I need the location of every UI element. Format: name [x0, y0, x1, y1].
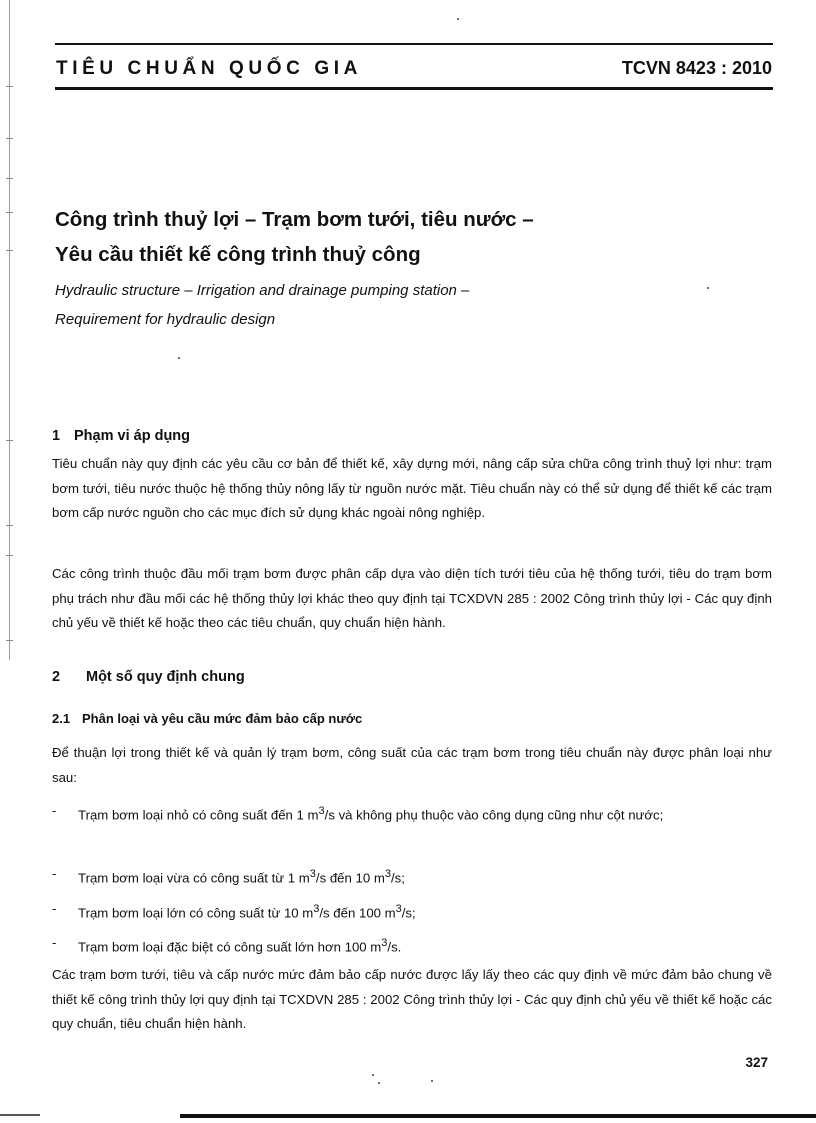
list-dash: -	[52, 901, 57, 916]
header-bottom-rule	[55, 87, 773, 90]
text-part: /s;	[401, 905, 416, 921]
list-item-text	[78, 862, 772, 891]
list-item	[52, 897, 772, 926]
section-2-intro: Để thuận lợi trong thiết kế và quản lý trạm bơm, công suất của các trạm bơm trong tiêu chuẩn này được phân loại như sau:	[52, 745, 772, 785]
scan-speck	[378, 1082, 380, 1084]
text-part: Trạm bơm loại nhỏ có công suất đến 1 m	[78, 807, 319, 823]
footer-rule-left	[0, 1114, 40, 1116]
text-part: /s và không phụ thuộc vào công dụng cũng như cột nước;	[324, 807, 664, 823]
section-2-heading	[52, 669, 245, 685]
scan-tick	[6, 555, 13, 556]
text-part: Trạm bơm loại đặc biệt có công suất lớn hơn 100 m	[78, 939, 382, 955]
section-number: 1	[52, 428, 61, 444]
scan-speck	[431, 1080, 433, 1082]
section-1-heading	[52, 428, 190, 444]
standard-series-title: TIÊU CHUẨN QUỐC GIA	[56, 58, 362, 79]
list-item	[52, 931, 772, 960]
scan-tick	[6, 440, 13, 441]
text-part: /s đến 10 m	[315, 870, 385, 886]
superscript: 3	[381, 937, 388, 949]
list-dash: -	[52, 935, 57, 950]
scan-tick	[6, 525, 13, 526]
scan-speck	[372, 1074, 374, 1076]
text-part: Trạm bơm loại vừa có công suất từ 1 m	[78, 870, 310, 886]
standard-code: TCVN 8423 : 2010	[621, 58, 772, 78]
list-item-text	[78, 897, 772, 926]
title-en-line-1: Hydraulic structure – Irrigation and drainage pumping station –	[55, 282, 470, 299]
list-dash: -	[52, 803, 57, 818]
scan-speck	[707, 287, 709, 289]
list-item-text	[78, 799, 772, 828]
section-number: 2	[52, 669, 61, 685]
scan-speck	[178, 357, 180, 359]
section-title: Một số quy định chung	[86, 669, 245, 685]
subsection-number: 2.1	[52, 711, 71, 726]
list-dash: -	[52, 866, 57, 881]
title-en-line-2: Requirement for hydraulic design	[55, 311, 276, 328]
scan-speck	[457, 18, 459, 20]
footer-rule	[180, 1114, 816, 1118]
text-part: Trạm bơm loại lớn có công suất từ 10 m	[78, 905, 314, 921]
list-item-text	[78, 931, 772, 960]
superscript: 3	[395, 903, 402, 915]
scan-tick	[6, 138, 13, 139]
header-top-rule	[55, 43, 773, 45]
superscript: 3	[313, 903, 320, 915]
scan-tick	[6, 212, 13, 213]
subsection-title: Phân loại và yêu cầu mức đảm bảo cấp nước	[82, 711, 363, 726]
section-title: Phạm vi áp dụng	[74, 428, 191, 444]
title-vi-line-2: Yêu cầu thiết kế công trình thuỷ công	[55, 243, 421, 266]
page-number: 327	[745, 1055, 768, 1070]
list-item	[52, 862, 772, 891]
scan-tick	[6, 178, 13, 179]
text-part: /s.	[387, 939, 402, 955]
text-part: /s;	[390, 870, 405, 886]
list-item	[52, 799, 772, 828]
scan-tick	[6, 86, 13, 87]
scan-tick	[6, 250, 13, 251]
superscript: 3	[384, 868, 391, 880]
section-1-paragraph-2: Các công trình thuộc đầu mối trạm bơm được phân cấp dựa vào diện tích tưới tiêu của hệ thống tưới, tiêu do trạm bơm phụ trách như đầu mối các hệ thống thủy lợi khác theo quy định tại TCXDVN 285 : 2002 Công trình thủy lợi - Các quy định chủ yếu về thiết kế hoặc theo các tiêu chuẩn, quy chuẩn hiện hành.	[52, 566, 772, 630]
superscript: 3	[318, 805, 325, 817]
section-2-closing-paragraph: Các trạm bơm tưới, tiêu và cấp nước mức đảm bảo cấp nước được lấy lấy theo các quy định về mức đảm bảo chung về thiết kế công trình thủy lợi quy định tại TCXDVN 285 : 2002 Công trình thủy lợi - Các quy định chủ yếu về thiết kế hoặc các quy chuẩn, tiêu chuẩn hiện hành.	[52, 967, 772, 1031]
title-vi-line-1: Công trình thuỷ lợi – Trạm bơm tưới, tiêu nước –	[55, 208, 534, 231]
subsection-2-1-heading	[52, 711, 362, 726]
scan-edge-line	[9, 0, 10, 660]
section-1-paragraph-1: Tiêu chuẩn này quy định các yêu cầu cơ bản để thiết kế, xây dựng mới, nâng cấp sửa chữa công trình thuỷ lợi như: trạm bơm tưới, tiêu nước thuộc hệ thống thủy nông lấy từ nguồn nước mặt. Tiêu chuẩn này có thể sử dụng để thiết kế các trạm bơm cấp nước nguồn cho các mục đích sử dụng khác ngoài nông nghiệp.	[52, 456, 772, 520]
superscript: 3	[309, 868, 316, 880]
text-part: /s đến 100 m	[319, 905, 396, 921]
scan-tick	[6, 640, 13, 641]
